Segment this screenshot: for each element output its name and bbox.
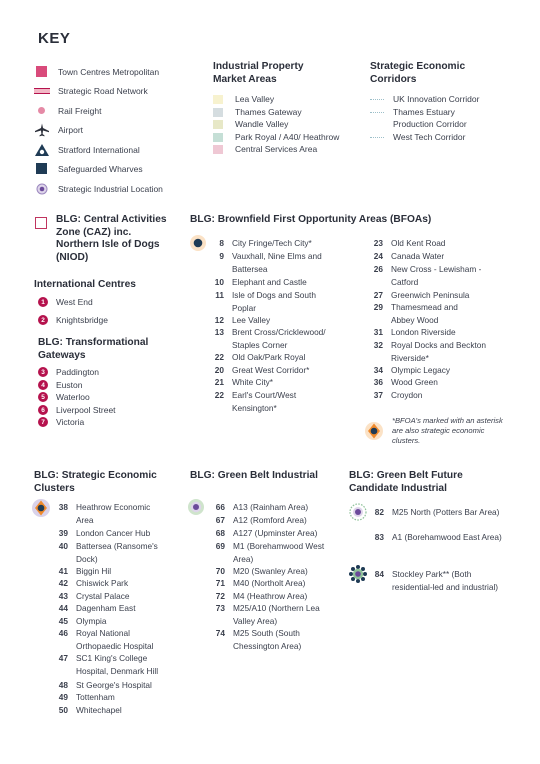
market-areas-title: Industrial Property Market Areas bbox=[213, 61, 304, 85]
central-services-swatch bbox=[213, 145, 223, 154]
market-area-item: Lea Valley bbox=[213, 93, 274, 105]
dotted-line-icon bbox=[370, 137, 384, 138]
future-title: BLG: Green Belt Future Candidate Industrial bbox=[349, 470, 463, 494]
key-item-airport: Airport bbox=[34, 123, 83, 137]
greenbelt-title: BLG: Green Belt Industrial bbox=[190, 470, 318, 481]
gateways-title: BLG: Transformational Gateways bbox=[38, 337, 149, 361]
road-line-icon bbox=[34, 88, 50, 94]
number-marker-icon: 3 bbox=[38, 367, 48, 377]
pink-dot-icon bbox=[38, 107, 45, 114]
international-title: International Centres bbox=[34, 279, 136, 290]
key-item-stratford: Stratford International bbox=[34, 143, 140, 157]
caz-title: BLG: Central Activities Zone (CAZ) inc. Northern Isle of Dogs (NIOD) bbox=[56, 214, 167, 263]
key-item-town-centres: Town Centres Metropolitan bbox=[34, 65, 159, 79]
park-royal-swatch bbox=[213, 133, 223, 142]
dotted-line-icon bbox=[370, 124, 384, 125]
market-area-item: Thames Gateway bbox=[213, 106, 302, 118]
caz-outline-icon bbox=[35, 217, 47, 229]
dotted-line-icon bbox=[370, 99, 384, 100]
number-marker-icon: 4 bbox=[38, 380, 48, 390]
corridor-item: Production Corridor bbox=[370, 118, 467, 130]
market-area-item: Wandle Valley bbox=[213, 118, 288, 130]
key-item-rail-freight: Rail Freight bbox=[34, 104, 101, 118]
dotted-line-icon bbox=[370, 112, 384, 113]
international-item: 1 West End bbox=[38, 296, 93, 308]
wandle-valley-swatch bbox=[213, 120, 223, 129]
corridors-title: Strategic Economic Corridors bbox=[370, 61, 466, 85]
key-title: KEY bbox=[38, 30, 71, 47]
gateway-item: 3 Paddington bbox=[38, 366, 99, 378]
bfoa-title: BLG: Brownfield First Opportunity Areas (BFOAs) bbox=[190, 214, 432, 225]
corridor-item: Thames Estuary bbox=[370, 106, 455, 118]
airplane-icon bbox=[34, 123, 52, 137]
pink-square-icon bbox=[36, 66, 47, 77]
number-marker-icon: 5 bbox=[38, 392, 48, 402]
corridor-item: West Tech Corridor bbox=[370, 131, 465, 143]
international-item: 2 Knightsbridge bbox=[38, 314, 108, 326]
gateway-item: 6 Liverpool Street bbox=[38, 404, 116, 416]
gateway-item: 7 Victoria bbox=[38, 416, 84, 428]
strategic-cluster-marker-icon bbox=[364, 420, 384, 447]
lea-valley-swatch bbox=[213, 95, 223, 104]
corridor-item: UK Innovation Corridor bbox=[370, 93, 479, 105]
gateway-item: 5 Waterloo bbox=[38, 391, 90, 403]
future-marker-icon bbox=[349, 503, 367, 526]
market-area-item: Park Royal / A40/ Heathrow bbox=[213, 131, 339, 143]
navy-square-icon bbox=[36, 163, 47, 174]
number-marker-icon: 7 bbox=[38, 417, 48, 427]
stockley-park-marker-icon bbox=[348, 564, 368, 589]
bfoa-note: *BFOA's marked with an asterisk are also strategic economic clusters. bbox=[392, 416, 503, 445]
triangle-station-icon bbox=[34, 143, 52, 157]
gateway-item: 4 Euston bbox=[38, 379, 82, 391]
thames-gateway-swatch bbox=[213, 108, 223, 117]
number-marker-icon: 2 bbox=[38, 315, 48, 325]
clusters-title: BLG: Strategic Economic Clusters bbox=[34, 470, 157, 494]
bfoa-marker-icon bbox=[189, 234, 207, 257]
market-area-item: Central Services Area bbox=[213, 143, 317, 155]
key-item-road-network: Strategic Road Network bbox=[34, 84, 148, 98]
cluster-marker-icon bbox=[31, 497, 51, 524]
greenbelt-marker-icon bbox=[187, 498, 205, 521]
purple-target-icon bbox=[34, 182, 52, 196]
key-item-wharves: Safeguarded Wharves bbox=[34, 162, 143, 176]
number-marker-icon: 1 bbox=[38, 297, 48, 307]
key-item-sil: Strategic Industrial Location bbox=[34, 182, 163, 196]
number-marker-icon: 6 bbox=[38, 405, 48, 415]
